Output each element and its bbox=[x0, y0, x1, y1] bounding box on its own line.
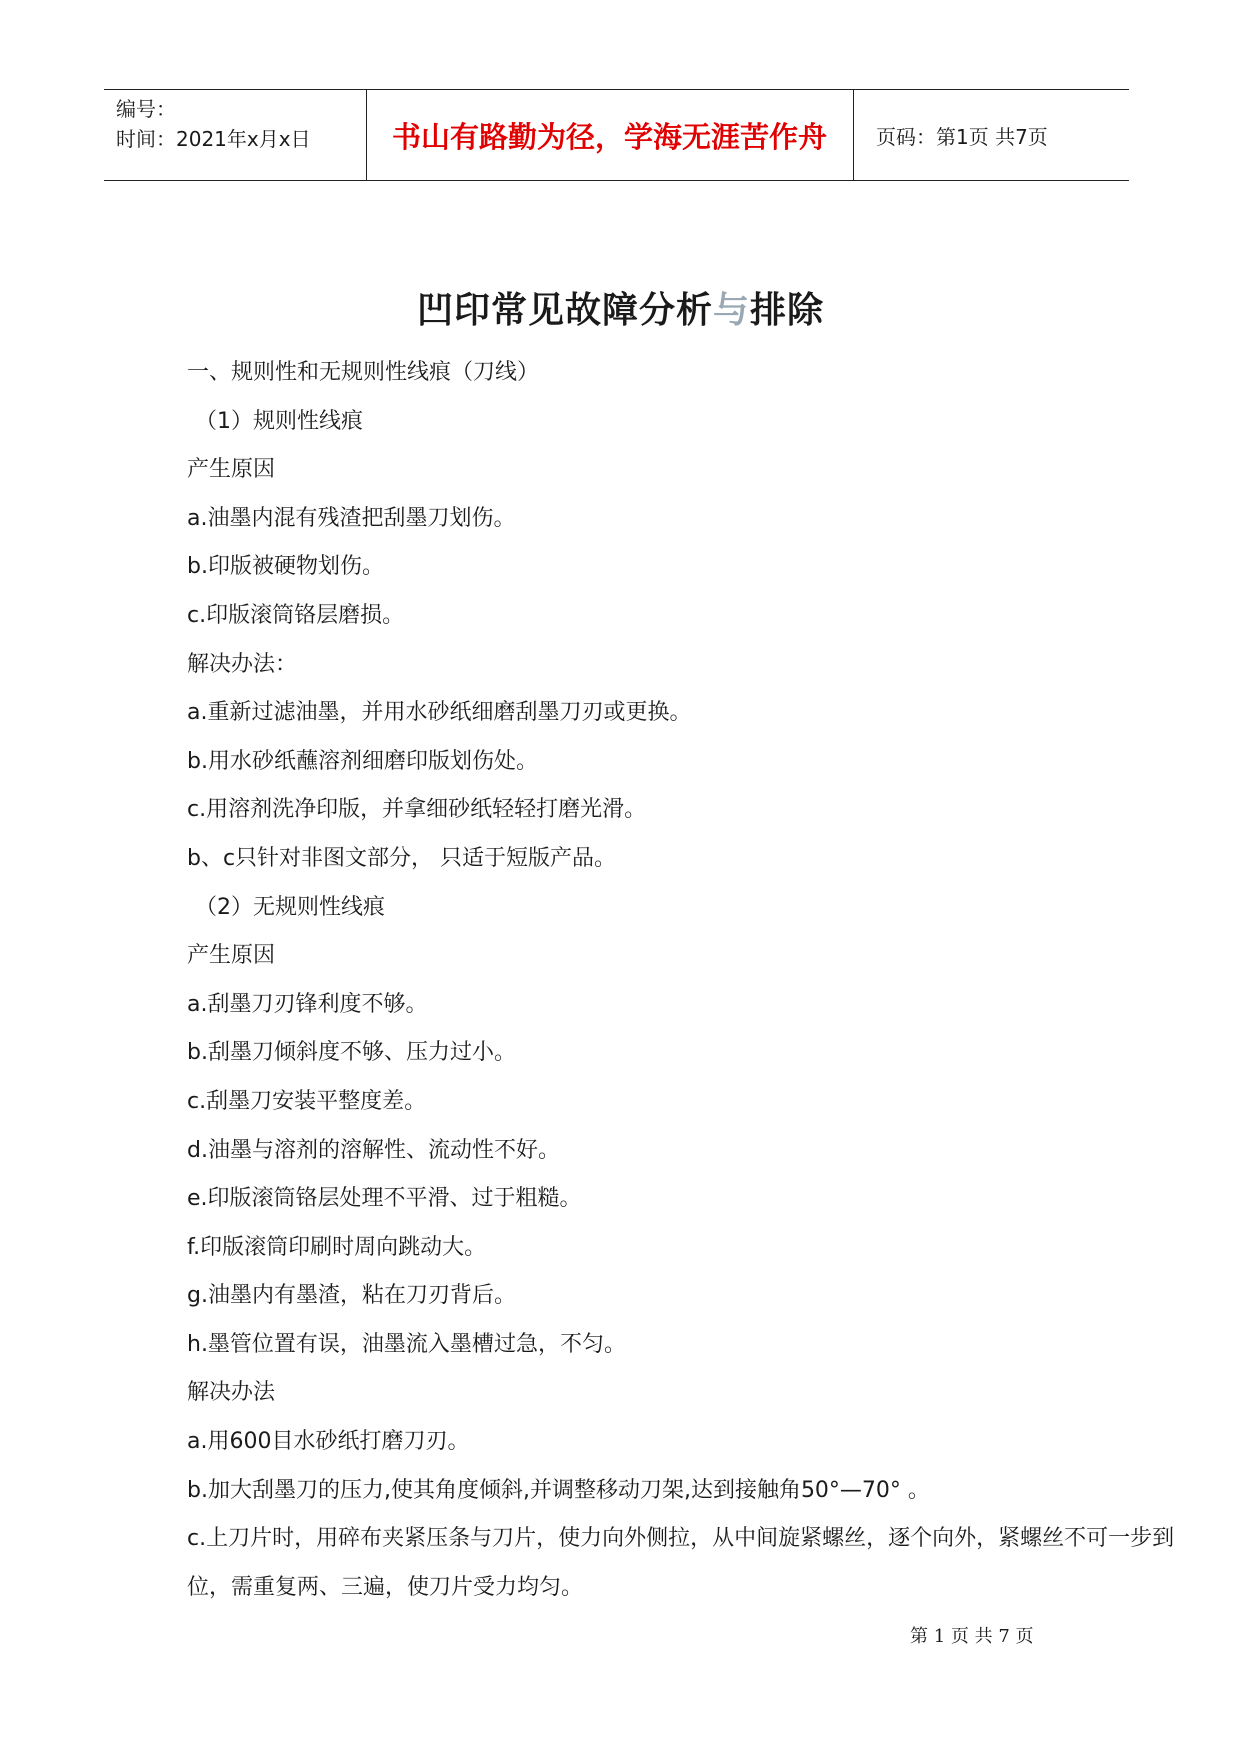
title-part-2: 与 bbox=[712, 290, 750, 331]
paragraph-line: 解决办法 bbox=[187, 1380, 276, 1406]
paragraph-line: f.印版滚筒印刷时周向跳动大。 bbox=[187, 1234, 487, 1260]
title-part-3: 排除 bbox=[750, 290, 825, 331]
paragraph-line: h.墨管位置有误，油墨流入墨槽过急，不匀。 bbox=[187, 1331, 626, 1357]
paragraph-line: a.用600目水砂纸打磨刀刃。 bbox=[187, 1429, 470, 1455]
title-part-1: 凹印常见故障分析 bbox=[416, 290, 713, 331]
paragraph-line: c.刮墨刀安装平整度差。 bbox=[187, 1088, 427, 1114]
section-heading: 一、规则性和无规则性线痕（刀线） bbox=[187, 360, 540, 385]
paragraph-line: d.油墨与溶剂的溶解性、流动性不好。 bbox=[187, 1137, 560, 1163]
document-number-label: 编号： bbox=[116, 97, 176, 121]
paragraph-line: b.印版被硬物划伤。 bbox=[187, 554, 384, 580]
paragraph-line: b、c只针对非图文部分， 只适于短版产品。 bbox=[187, 845, 617, 871]
subsection-heading: （1）规则性线痕 bbox=[195, 408, 363, 434]
document-header bbox=[104, 89, 1129, 181]
document-time-label: 时间：2021年x月x日 bbox=[116, 127, 311, 151]
paragraph-line: a.重新过滤油墨，并用水砂纸细磨刮墨刀刃或更换。 bbox=[187, 700, 692, 726]
paragraph-line: a.油墨内混有残渣把刮墨刀划伤。 bbox=[187, 505, 516, 531]
document-title bbox=[0, 282, 1241, 333]
paragraph-line: a.刮墨刀刃锋利度不够。 bbox=[187, 991, 428, 1017]
paragraph-line: c.用溶剂洗净印版，并拿细砂纸轻轻打磨光滑。 bbox=[187, 797, 647, 823]
paragraph-line: c.印版滚筒铬层磨损。 bbox=[187, 602, 405, 628]
header-meta bbox=[116, 94, 311, 154]
paragraph-line: b.用水砂纸蘸溶剂细磨印版划伤处。 bbox=[187, 748, 538, 774]
paragraph-line: 解决办法： bbox=[187, 651, 298, 677]
document-body bbox=[187, 349, 1182, 1612]
paragraph-line: e.印版滚筒铬层处理不平滑、过于粗糙。 bbox=[187, 1186, 582, 1212]
page-footer: 第 1 页 共 7 页 bbox=[910, 1626, 1034, 1647]
subsection-heading: （2）无规则性线痕 bbox=[195, 894, 385, 920]
paragraph-line: 产生原因 bbox=[187, 457, 276, 483]
paragraph-line: b.加大刮墨刀的压力,使其角度倾斜,并调整移动刀架,达到接触角50°—70° 。 bbox=[187, 1477, 930, 1503]
header-divider-right bbox=[853, 90, 854, 180]
header-motto: 书山有路勤为径，学海无涯苦作舟 bbox=[391, 119, 827, 154]
paragraph-line: b.刮墨刀倾斜度不够、压力过小。 bbox=[187, 1040, 516, 1066]
paragraph-line: 产生原因 bbox=[187, 943, 276, 969]
paragraph-line: c.上刀片时，用碎布夹紧压条与刀片，使力向外侧拉，从中间旋紧螺丝，逐个向外，紧螺丝不可一步到位，需重复两、三遍，使刀片受力均匀。 bbox=[187, 1526, 1175, 1600]
paragraph-line: g.油墨内有墨渣，粘在刀刃背后。 bbox=[187, 1283, 516, 1309]
header-page-info: 页码：第1页 共7页 bbox=[876, 124, 1048, 149]
